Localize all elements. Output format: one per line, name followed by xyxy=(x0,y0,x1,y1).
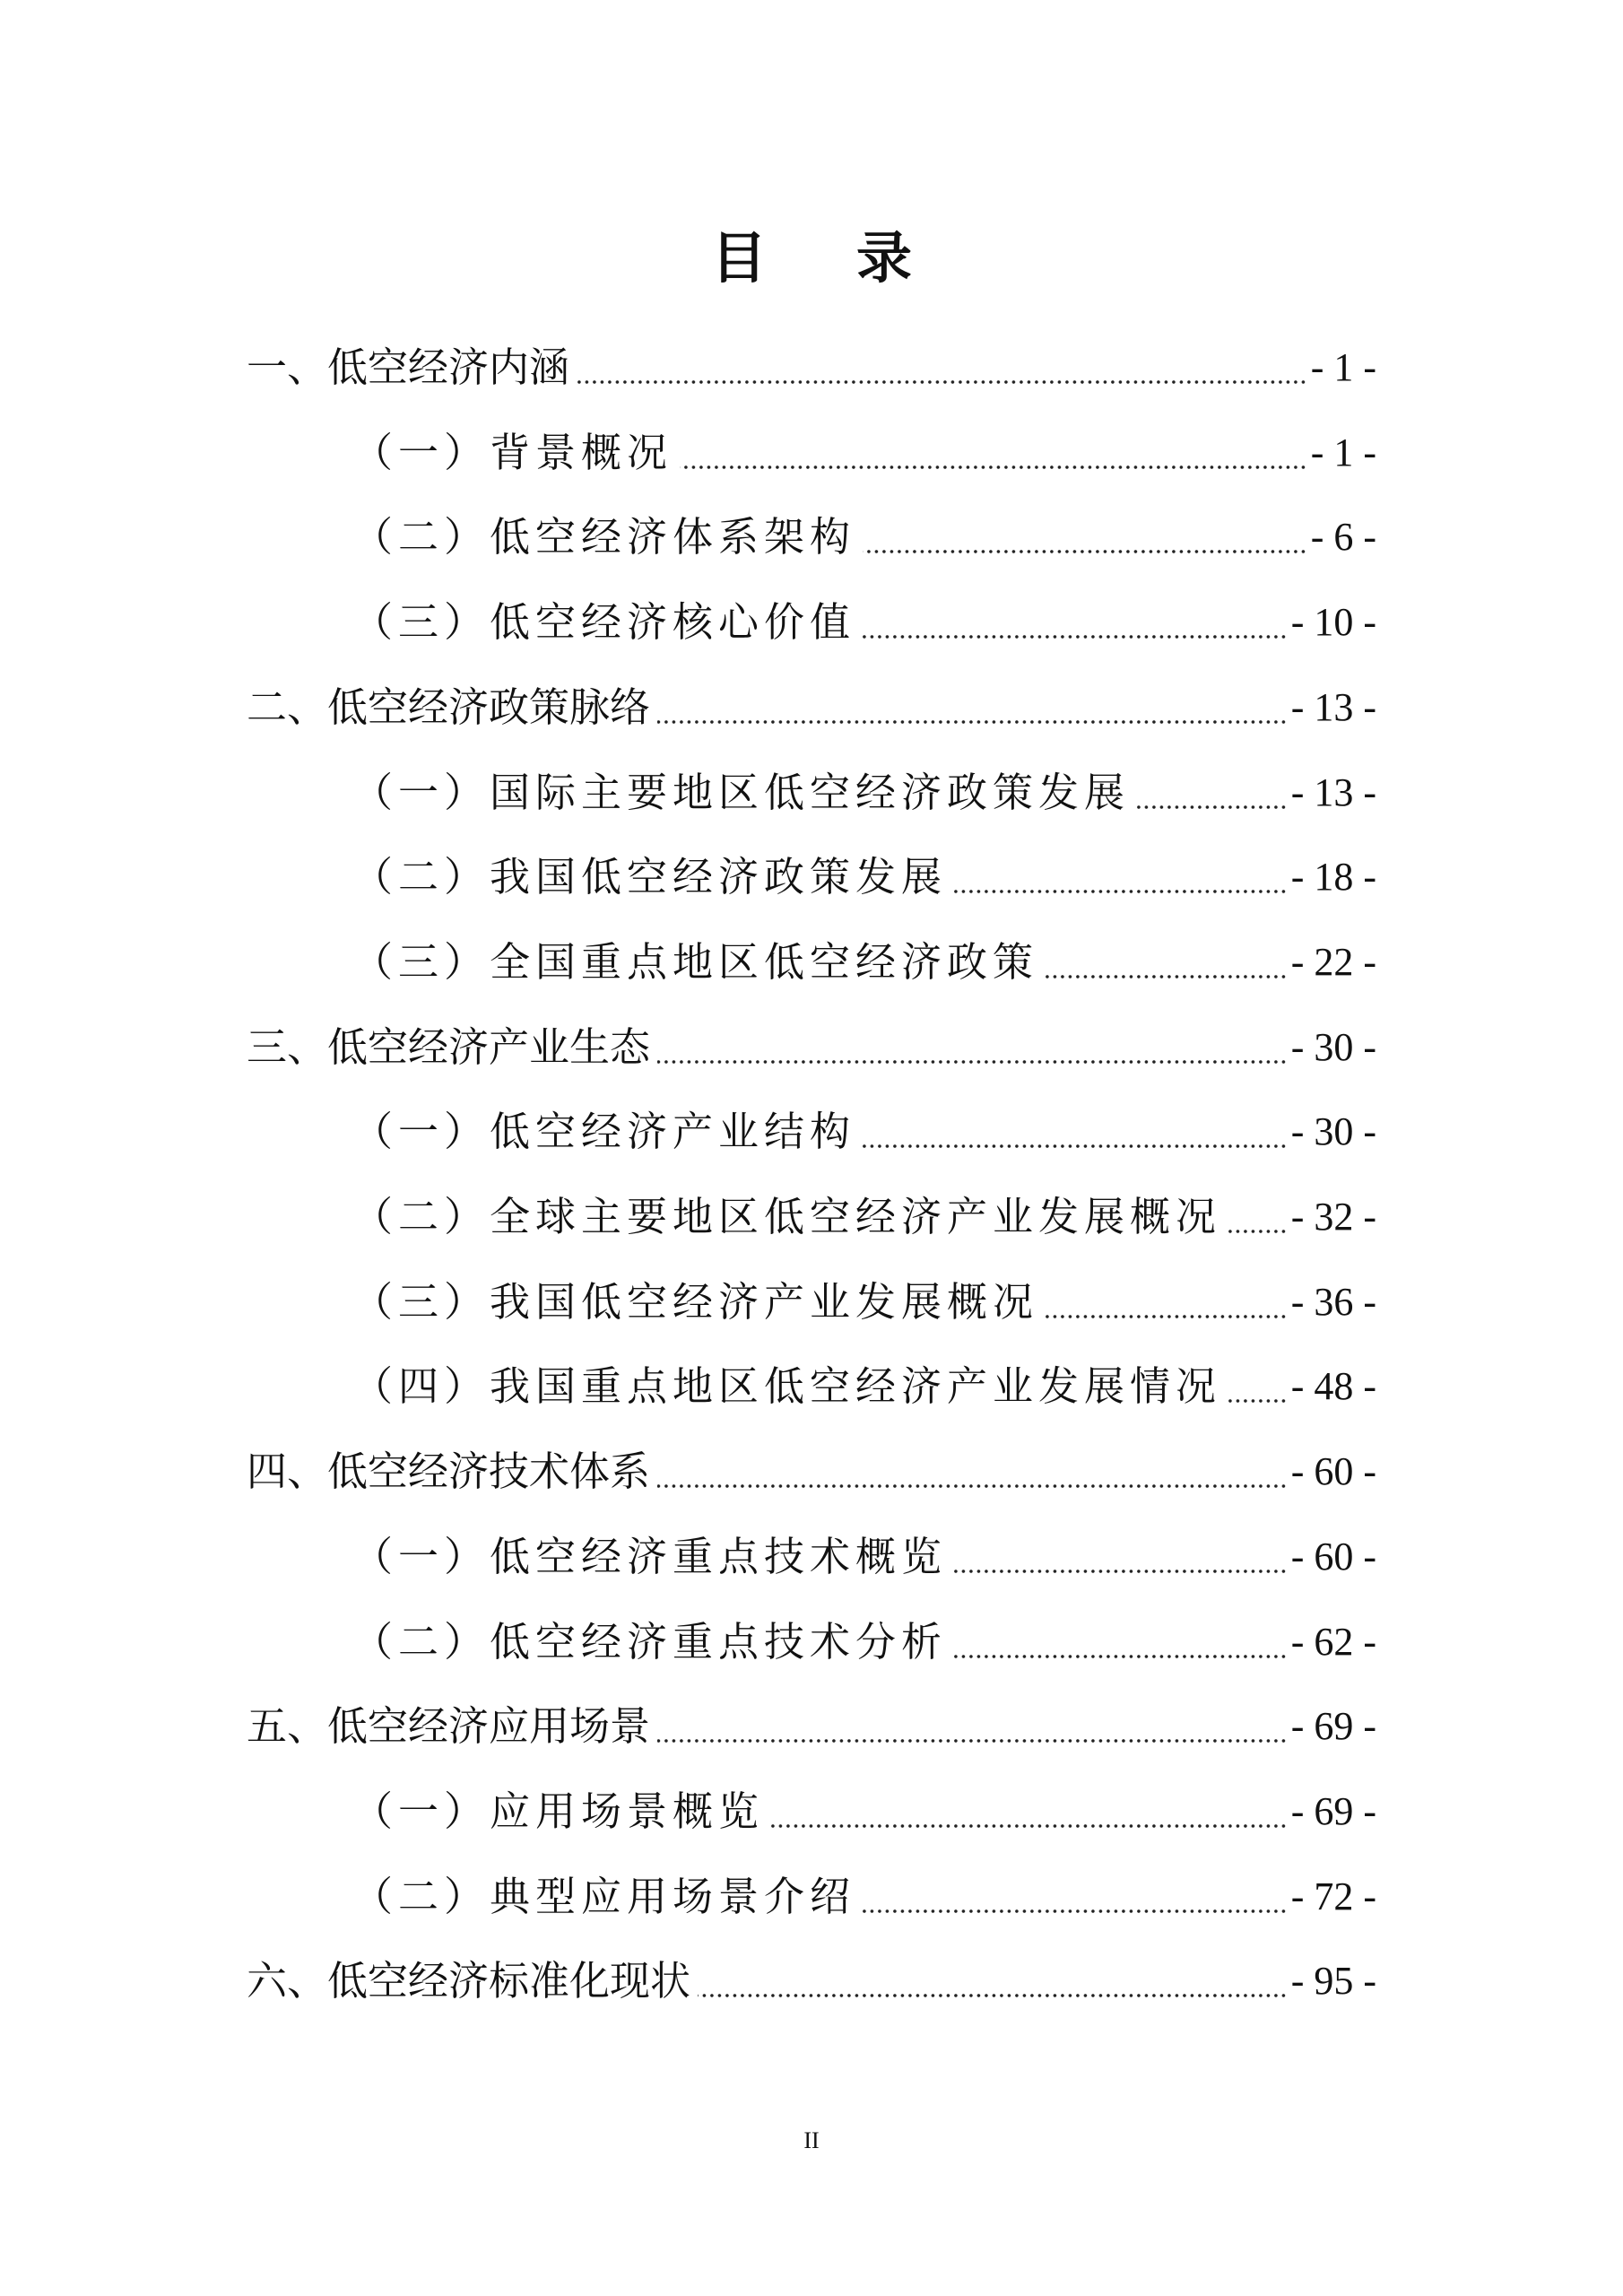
dot-leader xyxy=(657,1691,1288,1762)
dot-leader xyxy=(863,1096,1288,1168)
toc-entry-label: （一）低空经济重点技术概览 xyxy=(352,1532,948,1580)
dot-leader xyxy=(657,1436,1288,1508)
dot-leader xyxy=(698,1945,1288,2017)
toc-entry-section[interactable] xyxy=(352,1181,1376,1253)
toc-entry-label: （二）低空经济体系架构 xyxy=(352,513,856,561)
toc-entry-page: - 13 - xyxy=(1290,770,1376,814)
toc-entry-label: （一）低空经济产业结构 xyxy=(352,1108,856,1156)
dot-leader xyxy=(954,1521,1288,1593)
toc-entry-chapter-1[interactable] xyxy=(247,332,1376,404)
toc-entry-page: - 30 - xyxy=(1290,1024,1376,1069)
dot-leader xyxy=(954,841,1288,913)
toc-entry-label: 六、低空经济标准化现状 xyxy=(247,1957,691,2005)
toc-entry-label: 一、低空经济内涵 xyxy=(247,344,570,391)
toc-entry-section[interactable] xyxy=(352,926,1376,998)
toc-entry-chapter-4[interactable] xyxy=(247,1436,1376,1508)
dot-leader xyxy=(1137,757,1288,829)
toc-entry-page: - 13 - xyxy=(1290,684,1376,729)
dot-leader xyxy=(1228,1181,1288,1253)
toc-entry-label: （二）全球主要地区低空经济产业发展概况 xyxy=(352,1193,1222,1240)
toc-entry-label: 五、低空经济应用场景 xyxy=(247,1702,651,1751)
toc-entry-section[interactable] xyxy=(352,501,1376,573)
toc-entry-label: 四、低空经济技术体系 xyxy=(247,1448,651,1496)
toc-entry-label: （三）我国低空经济产业发展概况 xyxy=(352,1277,1039,1326)
toc-entry-chapter-6[interactable] xyxy=(247,1945,1376,2017)
dot-leader xyxy=(863,587,1288,658)
dot-leader xyxy=(657,1012,1288,1083)
toc-entry-page: - 32 - xyxy=(1290,1195,1376,1239)
dot-leader xyxy=(1046,1266,1288,1338)
dot-leader xyxy=(863,501,1307,573)
toc-entry-page: - 6 - xyxy=(1310,515,1376,560)
toc-entry-label: （三）全国重点地区低空经济政策 xyxy=(352,937,1039,986)
toc-entry-section[interactable] xyxy=(352,757,1376,829)
toc-entry-page: - 10 - xyxy=(1290,600,1376,645)
toc-entry-page: - 36 - xyxy=(1290,1279,1376,1324)
toc-entry-page: - 69 - xyxy=(1290,1788,1376,1833)
title-char-2: 录 xyxy=(856,225,913,291)
toc-entry-label: （一）应用场景概览 xyxy=(352,1787,765,1835)
dot-leader xyxy=(1046,926,1288,998)
toc-entry-label: （一）国际主要地区低空经济政策发展 xyxy=(352,768,1131,816)
toc-entry-chapter-2[interactable] xyxy=(247,672,1376,744)
dot-leader xyxy=(771,1776,1288,1848)
page-footer-number: II xyxy=(803,2127,820,2153)
toc-entry-chapter-3[interactable] xyxy=(247,1012,1376,1083)
toc-entry-page: - 22 - xyxy=(1290,939,1376,984)
dot-leader xyxy=(577,332,1307,404)
toc-entry-page: - 48 - xyxy=(1290,1364,1376,1409)
dot-leader xyxy=(863,1861,1288,1933)
title-char-1: 目 xyxy=(710,225,767,291)
toc-entry-section[interactable] xyxy=(352,417,1376,489)
toc-entry-label: （三）低空经济核心价值 xyxy=(352,598,856,647)
toc-entry-chapter-5[interactable] xyxy=(247,1691,1376,1762)
toc-entry-label: （二）典型应用场景介绍 xyxy=(352,1872,856,1920)
toc-entry-label: 三、低空经济产业生态 xyxy=(247,1022,651,1071)
dot-leader xyxy=(1228,1351,1288,1422)
page-title xyxy=(0,222,1623,294)
toc-entry-label: （二）低空经济重点技术分析 xyxy=(352,1617,948,1665)
toc-entry-page: - 72 - xyxy=(1290,1874,1376,1918)
dot-leader xyxy=(680,417,1307,489)
toc-entry-page: - 1 - xyxy=(1310,345,1376,389)
toc-entry-label: （一）背景概况 xyxy=(352,428,673,476)
toc-entry-page: - 18 - xyxy=(1290,855,1376,900)
toc-entry-section[interactable] xyxy=(352,587,1376,658)
toc-entry-section[interactable] xyxy=(352,1351,1376,1422)
dot-leader xyxy=(954,1606,1288,1678)
toc-entry-label: （四）我国重点地区低空经济产业发展情况 xyxy=(352,1362,1222,1411)
toc-entry-page: - 69 - xyxy=(1290,1704,1376,1749)
dot-leader xyxy=(657,672,1288,744)
toc-entry-section[interactable] xyxy=(352,1096,1376,1168)
toc-entry-section[interactable] xyxy=(352,1606,1376,1678)
toc-entry-page: - 1 - xyxy=(1310,430,1376,474)
toc-entry-section[interactable] xyxy=(352,1521,1376,1593)
toc-entry-label: 二、低空经济政策脉络 xyxy=(247,683,651,731)
toc-entry-page: - 62 - xyxy=(1290,1619,1376,1664)
toc-entry-section[interactable] xyxy=(352,841,1376,913)
toc-entry-section[interactable] xyxy=(352,1861,1376,1933)
toc-entry-page: - 95 - xyxy=(1290,1959,1376,2004)
toc-entry-label: （二）我国低空经济政策发展 xyxy=(352,853,948,901)
toc-entry-section[interactable] xyxy=(352,1776,1376,1848)
toc-entry-section[interactable] xyxy=(352,1266,1376,1338)
toc-entry-page: - 30 - xyxy=(1290,1109,1376,1154)
toc-entry-page: - 60 - xyxy=(1290,1534,1376,1578)
toc-entry-page: - 60 - xyxy=(1290,1449,1376,1494)
